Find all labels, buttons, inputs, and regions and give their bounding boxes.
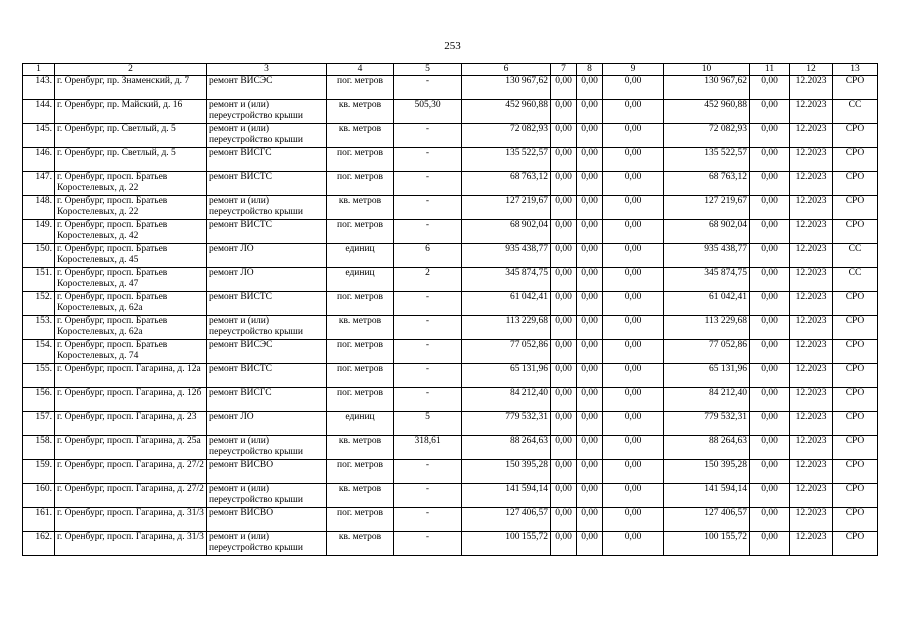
- total-cost-cell: 150 395,28: [462, 460, 551, 484]
- col-9-value-cell: 0,00: [603, 340, 664, 364]
- quantity-cell: -: [394, 292, 462, 316]
- col-11-value-cell: 0,00: [750, 76, 790, 100]
- col-9-value-cell: 0,00: [603, 148, 664, 172]
- method-code-cell: СС: [833, 268, 878, 292]
- table-row: [23, 124, 878, 148]
- address-cell: г. Оренбург, просп. Гагарина, д. 25а: [55, 436, 207, 460]
- deadline-cell: 12.2023: [790, 388, 833, 412]
- address-cell: г. Оренбург, пр. Светлый, д. 5: [55, 148, 207, 172]
- quantity-cell: -: [394, 388, 462, 412]
- work-type-cell: ремонт и (или) переустройство крыши: [207, 316, 327, 340]
- col-7-value-cell: 0,00: [551, 172, 577, 196]
- deadline-cell: 12.2023: [790, 316, 833, 340]
- unit-cell: кв. метров: [327, 532, 394, 556]
- quantity-cell: 318,61: [394, 436, 462, 460]
- total-cost-cell: 100 155,72: [462, 532, 551, 556]
- total-cost-cell: 345 874,75: [462, 268, 551, 292]
- work-type-cell: ремонт ВИСТС: [207, 292, 327, 316]
- unit-cell: пог. метров: [327, 340, 394, 364]
- column-number-13: 13: [833, 64, 878, 76]
- work-type-cell: ремонт и (или) переустройство крыши: [207, 436, 327, 460]
- table-row: [23, 268, 878, 292]
- col-8-value-cell: 0,00: [577, 508, 603, 532]
- col-7-value-cell: 0,00: [551, 484, 577, 508]
- address-cell: г. Оренбург, просп. Братьев Коростелевых, д. 22: [55, 172, 207, 196]
- address-cell: г. Оренбург, просп. Братьев Коростелевых, д. 45: [55, 244, 207, 268]
- deadline-cell: 12.2023: [790, 532, 833, 556]
- col-8-value-cell: 0,00: [577, 532, 603, 556]
- unit-cell: пог. метров: [327, 460, 394, 484]
- col-11-value-cell: 0,00: [750, 388, 790, 412]
- row-number-cell: 147.: [23, 172, 55, 196]
- col-8-value-cell: 0,00: [577, 412, 603, 436]
- col-9-value-cell: 0,00: [603, 460, 664, 484]
- table-row: [23, 316, 878, 340]
- address-cell: г. Оренбург, просп. Братьев Коростелевых, д. 62а: [55, 292, 207, 316]
- work-type-cell: ремонт ВИСЭС: [207, 340, 327, 364]
- total-cost-cell: 130 967,62: [462, 76, 551, 100]
- total-cost-cell: 84 212,40: [462, 388, 551, 412]
- table-row: [23, 532, 878, 556]
- row-number-cell: 148.: [23, 196, 55, 220]
- address-cell: г. Оренбург, просп. Гагарина, д. 23: [55, 412, 207, 436]
- col-8-value-cell: 0,00: [577, 220, 603, 244]
- row-number-cell: 146.: [23, 148, 55, 172]
- work-type-cell: ремонт ВИСТС: [207, 172, 327, 196]
- deadline-cell: 12.2023: [790, 244, 833, 268]
- deadline-cell: 12.2023: [790, 364, 833, 388]
- method-code-cell: СС: [833, 244, 878, 268]
- quantity-cell: -: [394, 76, 462, 100]
- address-cell: г. Оренбург, просп. Братьев Коростелевых, д. 62а: [55, 316, 207, 340]
- table-row: [23, 148, 878, 172]
- method-code-cell: СРО: [833, 76, 878, 100]
- quantity-cell: 505,30: [394, 100, 462, 124]
- method-code-cell: СРО: [833, 484, 878, 508]
- method-code-cell: СРО: [833, 436, 878, 460]
- address-cell: г. Оренбург, просп. Братьев Коростелевых, д. 74: [55, 340, 207, 364]
- col-10-cost-cell: 88 264,63: [664, 436, 750, 460]
- col-9-value-cell: 0,00: [603, 436, 664, 460]
- col-9-value-cell: 0,00: [603, 484, 664, 508]
- method-code-cell: СРО: [833, 196, 878, 220]
- col-10-cost-cell: 127 406,57: [664, 508, 750, 532]
- col-11-value-cell: 0,00: [750, 364, 790, 388]
- col-11-value-cell: 0,00: [750, 196, 790, 220]
- page-number: 253: [444, 40, 461, 52]
- address-cell: г. Оренбург, просп. Гагарина, д. 27/2: [55, 460, 207, 484]
- quantity-cell: 6: [394, 244, 462, 268]
- col-11-value-cell: 0,00: [750, 172, 790, 196]
- row-number-cell: 152.: [23, 292, 55, 316]
- deadline-cell: 12.2023: [790, 124, 833, 148]
- quantity-cell: -: [394, 148, 462, 172]
- col-8-value-cell: 0,00: [577, 244, 603, 268]
- column-number-12: 12: [790, 64, 833, 76]
- col-9-value-cell: 0,00: [603, 532, 664, 556]
- col-11-value-cell: 0,00: [750, 100, 790, 124]
- col-10-cost-cell: 130 967,62: [664, 76, 750, 100]
- row-number-cell: 155.: [23, 364, 55, 388]
- col-9-value-cell: 0,00: [603, 244, 664, 268]
- col-11-value-cell: 0,00: [750, 148, 790, 172]
- total-cost-cell: 68 763,12: [462, 172, 551, 196]
- unit-cell: кв. метров: [327, 100, 394, 124]
- table-row: [23, 460, 878, 484]
- unit-cell: пог. метров: [327, 220, 394, 244]
- col-10-cost-cell: 61 042,41: [664, 292, 750, 316]
- col-9-value-cell: 0,00: [603, 388, 664, 412]
- col-8-value-cell: 0,00: [577, 100, 603, 124]
- table-row: [23, 244, 878, 268]
- table-row: [23, 100, 878, 124]
- unit-cell: единиц: [327, 412, 394, 436]
- col-11-value-cell: 0,00: [750, 268, 790, 292]
- method-code-cell: СРО: [833, 508, 878, 532]
- row-number-cell: 145.: [23, 124, 55, 148]
- quantity-cell: -: [394, 508, 462, 532]
- deadline-cell: 12.2023: [790, 172, 833, 196]
- unit-cell: пог. метров: [327, 292, 394, 316]
- method-code-cell: СРО: [833, 340, 878, 364]
- table-row: [23, 172, 878, 196]
- col-8-value-cell: 0,00: [577, 196, 603, 220]
- col-7-value-cell: 0,00: [551, 148, 577, 172]
- column-number-3: 3: [207, 64, 327, 76]
- col-9-value-cell: 0,00: [603, 172, 664, 196]
- col-7-value-cell: 0,00: [551, 388, 577, 412]
- unit-cell: пог. метров: [327, 76, 394, 100]
- col-10-cost-cell: 141 594,14: [664, 484, 750, 508]
- col-8-value-cell: 0,00: [577, 340, 603, 364]
- col-11-value-cell: 0,00: [750, 532, 790, 556]
- deadline-cell: 12.2023: [790, 436, 833, 460]
- address-cell: г. Оренбург, пр. Светлый, д. 5: [55, 124, 207, 148]
- row-number-cell: 160.: [23, 484, 55, 508]
- work-type-cell: ремонт ВИСТС: [207, 364, 327, 388]
- col-8-value-cell: 0,00: [577, 364, 603, 388]
- col-8-value-cell: 0,00: [577, 388, 603, 412]
- work-type-cell: ремонт и (или) переустройство крыши: [207, 100, 327, 124]
- col-8-value-cell: 0,00: [577, 460, 603, 484]
- col-7-value-cell: 0,00: [551, 364, 577, 388]
- method-code-cell: СРО: [833, 388, 878, 412]
- col-11-value-cell: 0,00: [750, 244, 790, 268]
- col-9-value-cell: 0,00: [603, 364, 664, 388]
- total-cost-cell: 72 082,93: [462, 124, 551, 148]
- address-cell: г. Оренбург, просп. Гагарина, д. 31/3: [55, 532, 207, 556]
- row-number-cell: 150.: [23, 244, 55, 268]
- work-type-cell: ремонт и (или) переустройство крыши: [207, 196, 327, 220]
- quantity-cell: -: [394, 172, 462, 196]
- col-10-cost-cell: 452 960,88: [664, 100, 750, 124]
- col-9-value-cell: 0,00: [603, 508, 664, 532]
- col-7-value-cell: 0,00: [551, 460, 577, 484]
- unit-cell: кв. метров: [327, 196, 394, 220]
- col-11-value-cell: 0,00: [750, 340, 790, 364]
- col-8-value-cell: 0,00: [577, 292, 603, 316]
- col-9-value-cell: 0,00: [603, 316, 664, 340]
- table-row: [23, 292, 878, 316]
- address-cell: г. Оренбург, просп. Гагарина, д. 12а: [55, 364, 207, 388]
- row-number-cell: 159.: [23, 460, 55, 484]
- method-code-cell: СРО: [833, 148, 878, 172]
- quantity-cell: -: [394, 316, 462, 340]
- total-cost-cell: 113 229,68: [462, 316, 551, 340]
- col-11-value-cell: 0,00: [750, 316, 790, 340]
- unit-cell: пог. метров: [327, 508, 394, 532]
- address-cell: г. Оренбург, просп. Братьев Коростелевых, д. 22: [55, 196, 207, 220]
- col-8-value-cell: 0,00: [577, 148, 603, 172]
- col-10-cost-cell: 935 438,77: [664, 244, 750, 268]
- column-number-11: 11: [750, 64, 790, 76]
- col-9-value-cell: 0,00: [603, 268, 664, 292]
- work-type-cell: ремонт ВИСЭС: [207, 76, 327, 100]
- unit-cell: кв. метров: [327, 484, 394, 508]
- unit-cell: пог. метров: [327, 388, 394, 412]
- method-code-cell: СРО: [833, 412, 878, 436]
- col-9-value-cell: 0,00: [603, 292, 664, 316]
- deadline-cell: 12.2023: [790, 148, 833, 172]
- col-7-value-cell: 0,00: [551, 244, 577, 268]
- work-type-cell: ремонт и (или) переустройство крыши: [207, 124, 327, 148]
- col-11-value-cell: 0,00: [750, 292, 790, 316]
- row-number-cell: 154.: [23, 340, 55, 364]
- col-10-cost-cell: 68 902,04: [664, 220, 750, 244]
- quantity-cell: -: [394, 220, 462, 244]
- quantity-cell: -: [394, 484, 462, 508]
- col-10-cost-cell: 68 763,12: [664, 172, 750, 196]
- work-type-cell: ремонт ВИСВО: [207, 508, 327, 532]
- col-10-cost-cell: 779 532,31: [664, 412, 750, 436]
- col-7-value-cell: 0,00: [551, 124, 577, 148]
- col-9-value-cell: 0,00: [603, 100, 664, 124]
- deadline-cell: 12.2023: [790, 76, 833, 100]
- quantity-cell: 2: [394, 268, 462, 292]
- col-9-value-cell: 0,00: [603, 196, 664, 220]
- col-9-value-cell: 0,00: [603, 412, 664, 436]
- col-11-value-cell: 0,00: [750, 484, 790, 508]
- unit-cell: пог. метров: [327, 172, 394, 196]
- row-number-cell: 157.: [23, 412, 55, 436]
- deadline-cell: 12.2023: [790, 340, 833, 364]
- col-11-value-cell: 0,00: [750, 220, 790, 244]
- table-row: [23, 196, 878, 220]
- column-number-10: 10: [664, 64, 750, 76]
- unit-cell: кв. метров: [327, 124, 394, 148]
- col-10-cost-cell: 65 131,96: [664, 364, 750, 388]
- col-8-value-cell: 0,00: [577, 316, 603, 340]
- work-type-cell: ремонт ВИСВО: [207, 460, 327, 484]
- method-code-cell: СРО: [833, 292, 878, 316]
- col-7-value-cell: 0,00: [551, 100, 577, 124]
- row-number-cell: 161.: [23, 508, 55, 532]
- method-code-cell: СС: [833, 100, 878, 124]
- work-type-cell: ремонт и (или) переустройство крыши: [207, 484, 327, 508]
- address-cell: г. Оренбург, просп. Братьев Коростелевых, д. 42: [55, 220, 207, 244]
- col-8-value-cell: 0,00: [577, 172, 603, 196]
- column-number-8: 8: [577, 64, 603, 76]
- col-11-value-cell: 0,00: [750, 124, 790, 148]
- table-row: [23, 76, 878, 100]
- col-11-value-cell: 0,00: [750, 436, 790, 460]
- col-9-value-cell: 0,00: [603, 124, 664, 148]
- work-type-cell: ремонт ВИСГС: [207, 388, 327, 412]
- address-cell: г. Оренбург, просп. Гагарина, д. 31/3: [55, 508, 207, 532]
- column-number-1: 1: [23, 64, 55, 76]
- col-10-cost-cell: 135 522,57: [664, 148, 750, 172]
- col-9-value-cell: 0,00: [603, 76, 664, 100]
- work-type-cell: ремонт ВИСТС: [207, 220, 327, 244]
- col-7-value-cell: 0,00: [551, 436, 577, 460]
- table-row: [23, 508, 878, 532]
- row-number-cell: 144.: [23, 100, 55, 124]
- col-7-value-cell: 0,00: [551, 532, 577, 556]
- method-code-cell: СРО: [833, 172, 878, 196]
- col-10-cost-cell: 77 052,86: [664, 340, 750, 364]
- col-7-value-cell: 0,00: [551, 412, 577, 436]
- col-8-value-cell: 0,00: [577, 484, 603, 508]
- work-type-cell: ремонт ЛО: [207, 268, 327, 292]
- address-cell: г. Оренбург, просп. Братьев Коростелевых, д. 47: [55, 268, 207, 292]
- table-row: [23, 484, 878, 508]
- row-number-cell: 153.: [23, 316, 55, 340]
- quantity-cell: -: [394, 364, 462, 388]
- col-8-value-cell: 0,00: [577, 268, 603, 292]
- deadline-cell: 12.2023: [790, 100, 833, 124]
- unit-cell: кв. метров: [327, 436, 394, 460]
- column-number-4: 4: [327, 64, 394, 76]
- col-7-value-cell: 0,00: [551, 508, 577, 532]
- col-9-value-cell: 0,00: [603, 220, 664, 244]
- col-7-value-cell: 0,00: [551, 196, 577, 220]
- col-7-value-cell: 0,00: [551, 76, 577, 100]
- method-code-cell: СРО: [833, 316, 878, 340]
- deadline-cell: 12.2023: [790, 412, 833, 436]
- quantity-cell: 5: [394, 412, 462, 436]
- col-7-value-cell: 0,00: [551, 340, 577, 364]
- total-cost-cell: 68 902,04: [462, 220, 551, 244]
- deadline-cell: 12.2023: [790, 460, 833, 484]
- total-cost-cell: 61 042,41: [462, 292, 551, 316]
- col-11-value-cell: 0,00: [750, 508, 790, 532]
- column-number-row: [23, 64, 878, 76]
- address-cell: г. Оренбург, пр. Знаменский, д. 7: [55, 76, 207, 100]
- address-cell: г. Оренбург, пр. Майский, д. 16: [55, 100, 207, 124]
- row-number-cell: 156.: [23, 388, 55, 412]
- table-body: [23, 76, 878, 556]
- unit-cell: кв. метров: [327, 316, 394, 340]
- method-code-cell: СРО: [833, 124, 878, 148]
- col-10-cost-cell: 113 229,68: [664, 316, 750, 340]
- quantity-cell: -: [394, 124, 462, 148]
- quantity-cell: -: [394, 340, 462, 364]
- column-number-9: 9: [603, 64, 664, 76]
- repair-schedule-table: [22, 63, 878, 556]
- table-row: [23, 220, 878, 244]
- table-row: [23, 436, 878, 460]
- row-number-cell: 149.: [23, 220, 55, 244]
- column-number-6: 6: [462, 64, 551, 76]
- col-7-value-cell: 0,00: [551, 316, 577, 340]
- column-number-7: 7: [551, 64, 577, 76]
- table-header: [23, 64, 878, 76]
- deadline-cell: 12.2023: [790, 196, 833, 220]
- col-7-value-cell: 0,00: [551, 220, 577, 244]
- method-code-cell: СРО: [833, 532, 878, 556]
- method-code-cell: СРО: [833, 220, 878, 244]
- deadline-cell: 12.2023: [790, 484, 833, 508]
- col-10-cost-cell: 72 082,93: [664, 124, 750, 148]
- unit-cell: единиц: [327, 268, 394, 292]
- deadline-cell: 12.2023: [790, 268, 833, 292]
- total-cost-cell: 77 052,86: [462, 340, 551, 364]
- method-code-cell: СРО: [833, 460, 878, 484]
- total-cost-cell: 135 522,57: [462, 148, 551, 172]
- total-cost-cell: 65 131,96: [462, 364, 551, 388]
- col-11-value-cell: 0,00: [750, 412, 790, 436]
- col-7-value-cell: 0,00: [551, 292, 577, 316]
- work-type-cell: ремонт ЛО: [207, 412, 327, 436]
- deadline-cell: 12.2023: [790, 220, 833, 244]
- total-cost-cell: 452 960,88: [462, 100, 551, 124]
- deadline-cell: 12.2023: [790, 508, 833, 532]
- column-number-5: 5: [394, 64, 462, 76]
- work-type-cell: ремонт ВИСГС: [207, 148, 327, 172]
- col-10-cost-cell: 127 219,67: [664, 196, 750, 220]
- unit-cell: пог. метров: [327, 148, 394, 172]
- total-cost-cell: 127 406,57: [462, 508, 551, 532]
- address-cell: г. Оренбург, просп. Гагарина, д. 12б: [55, 388, 207, 412]
- table-row: [23, 364, 878, 388]
- total-cost-cell: 935 438,77: [462, 244, 551, 268]
- col-10-cost-cell: 345 874,75: [664, 268, 750, 292]
- address-cell: г. Оренбург, просп. Гагарина, д. 27/2: [55, 484, 207, 508]
- unit-cell: пог. метров: [327, 364, 394, 388]
- total-cost-cell: 88 264,63: [462, 436, 551, 460]
- quantity-cell: -: [394, 532, 462, 556]
- work-type-cell: ремонт и (или) переустройство крыши: [207, 532, 327, 556]
- table-row: [23, 340, 878, 364]
- row-number-cell: 143.: [23, 76, 55, 100]
- col-8-value-cell: 0,00: [577, 436, 603, 460]
- quantity-cell: -: [394, 460, 462, 484]
- deadline-cell: 12.2023: [790, 292, 833, 316]
- total-cost-cell: 779 532,31: [462, 412, 551, 436]
- col-8-value-cell: 0,00: [577, 124, 603, 148]
- row-number-cell: 151.: [23, 268, 55, 292]
- quantity-cell: -: [394, 196, 462, 220]
- col-10-cost-cell: 84 212,40: [664, 388, 750, 412]
- column-number-2: 2: [55, 64, 207, 76]
- col-11-value-cell: 0,00: [750, 460, 790, 484]
- total-cost-cell: 141 594,14: [462, 484, 551, 508]
- row-number-cell: 162.: [23, 532, 55, 556]
- col-7-value-cell: 0,00: [551, 268, 577, 292]
- total-cost-cell: 127 219,67: [462, 196, 551, 220]
- method-code-cell: СРО: [833, 364, 878, 388]
- col-10-cost-cell: 150 395,28: [664, 460, 750, 484]
- col-8-value-cell: 0,00: [577, 76, 603, 100]
- work-type-cell: ремонт ЛО: [207, 244, 327, 268]
- table-row: [23, 388, 878, 412]
- row-number-cell: 158.: [23, 436, 55, 460]
- table-row: [23, 412, 878, 436]
- unit-cell: единиц: [327, 244, 394, 268]
- col-10-cost-cell: 100 155,72: [664, 532, 750, 556]
